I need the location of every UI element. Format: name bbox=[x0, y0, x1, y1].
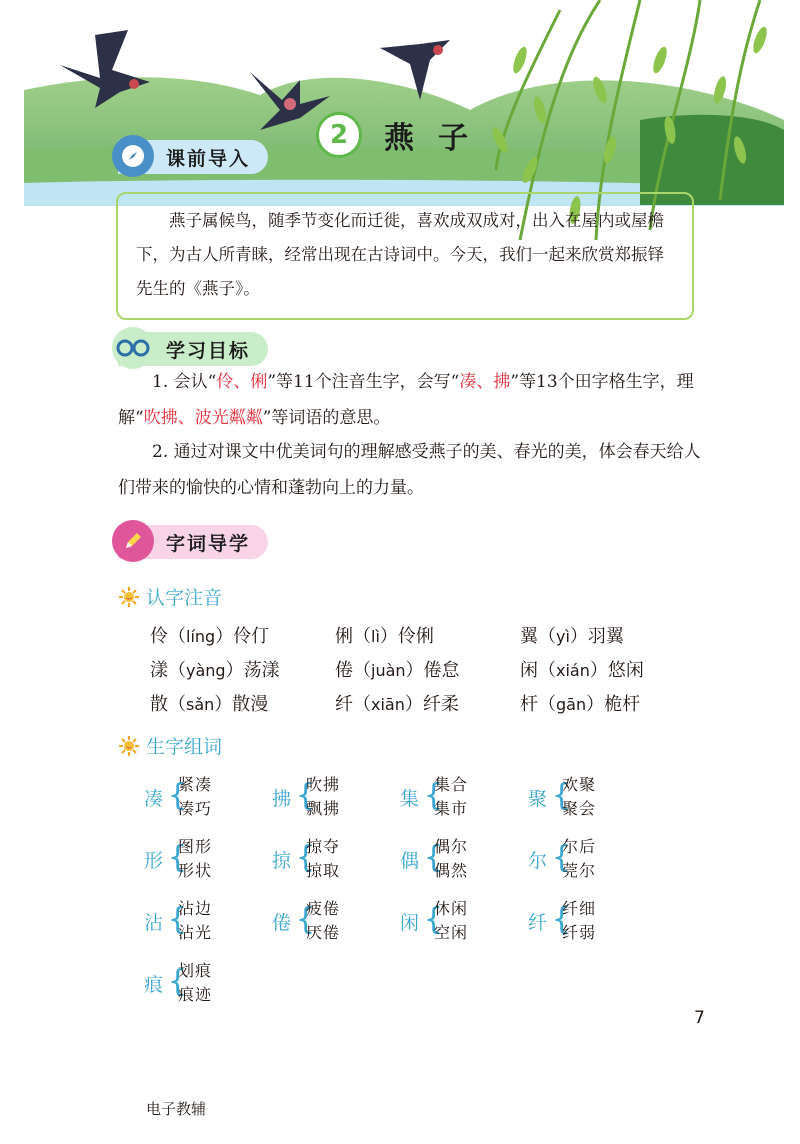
pinyin-char: 倦 bbox=[335, 660, 353, 681]
section-goals-label: 学习目标 bbox=[166, 339, 251, 362]
word-group-word: 纤弱 bbox=[562, 923, 597, 942]
brace-icon: { bbox=[424, 778, 444, 813]
goal-1-text: ”等11个注音生字，会写“ bbox=[267, 372, 460, 392]
word-group-grid bbox=[144, 766, 656, 1014]
section-words-header bbox=[118, 525, 268, 559]
compass-icon bbox=[112, 135, 154, 177]
pinyin-entry: 倦（juàn）倦怠 bbox=[335, 660, 460, 681]
word-group-word: 吹拂 bbox=[306, 775, 341, 794]
footer-note: 电子教辅 bbox=[146, 1100, 207, 1118]
word-group-char: 闲 bbox=[400, 911, 420, 934]
pinyin-reading: xiān bbox=[371, 695, 405, 714]
goal-1-highlight: 吹拂、波光粼粼 bbox=[143, 408, 263, 428]
brace-icon: { bbox=[424, 840, 444, 875]
pinyin-word: 桅杆 bbox=[604, 694, 641, 715]
pinyin-word: 散漫 bbox=[232, 694, 269, 715]
word-group-word: 聚会 bbox=[562, 799, 597, 818]
word-group-word: 沾光 bbox=[178, 923, 213, 942]
page-number: 7 bbox=[694, 1008, 705, 1028]
word-group bbox=[272, 766, 400, 828]
word-group-word: 掠夺 bbox=[306, 837, 341, 856]
brace-icon: { bbox=[168, 778, 188, 813]
word-group-word: 掠取 bbox=[306, 861, 341, 880]
lesson-title bbox=[316, 112, 492, 158]
goal-1-text: ”等词语的意思。 bbox=[262, 408, 391, 428]
word-group-char: 倦 bbox=[272, 911, 292, 934]
word-group bbox=[144, 952, 272, 1014]
pinyin-reading: yì bbox=[556, 627, 570, 646]
pinyin-char: 伶 bbox=[150, 626, 168, 647]
word-group bbox=[272, 828, 400, 890]
pinyin-entry: 纤（xiān）纤柔 bbox=[335, 694, 459, 715]
word-group-word: 飘拂 bbox=[306, 799, 341, 818]
word-group-char: 沾 bbox=[144, 911, 164, 934]
glasses-icon bbox=[112, 327, 154, 369]
pinyin-word: 伶俐 bbox=[397, 626, 434, 647]
pinyin-char: 纤 bbox=[335, 694, 353, 715]
pinyin-row bbox=[150, 652, 710, 686]
word-group-word: 集合 bbox=[434, 775, 469, 794]
pinyin-word: 纤柔 bbox=[422, 694, 459, 715]
word-group-row bbox=[144, 828, 656, 890]
word-group-word: 痕迹 bbox=[178, 985, 213, 1004]
lesson-name: 燕子 bbox=[384, 121, 492, 156]
brace-icon: { bbox=[168, 964, 188, 999]
word-group-word: 休闲 bbox=[434, 899, 469, 918]
word-group-word: 偶然 bbox=[434, 861, 469, 880]
words-subheading bbox=[118, 732, 222, 759]
word-group bbox=[144, 828, 272, 890]
word-group bbox=[528, 828, 656, 890]
words-heading: 生字组词 bbox=[146, 736, 223, 758]
word-group-word: 凑巧 bbox=[178, 799, 213, 818]
goal-1 bbox=[118, 364, 708, 436]
word-group-word: 划痕 bbox=[178, 961, 213, 980]
pinyin-entry: 翼（yì）羽翼 bbox=[520, 626, 624, 647]
pinyin-entry: 闲（xián）悠闲 bbox=[520, 660, 644, 681]
goal-2 bbox=[118, 434, 708, 506]
pinyin-char: 闲 bbox=[520, 660, 538, 681]
goal-1-highlight: 凑、拂 bbox=[459, 372, 511, 392]
word-group bbox=[400, 890, 528, 952]
pinyin-word: 悠闲 bbox=[607, 660, 644, 681]
pinyin-entry: 散（sǎn）散漫 bbox=[150, 694, 269, 715]
word-group-char: 纤 bbox=[528, 911, 548, 934]
lesson-number: 2 bbox=[316, 112, 362, 158]
goal-1-text: 1. 会认“ bbox=[152, 372, 217, 392]
word-group-row bbox=[144, 890, 656, 952]
goal-2-text: 2. 通过对课文中优美词句的理解感受燕子的美、春光的美，体会春天给人们带来的愉快的心情和蓬勃向上的力量。 bbox=[118, 442, 701, 498]
word-group-word: 集市 bbox=[434, 799, 469, 818]
word-group-row bbox=[144, 766, 656, 828]
word-group-word: 厌倦 bbox=[306, 923, 341, 942]
pinyin-entry: 杆（gān）桅杆 bbox=[520, 694, 641, 715]
word-group bbox=[144, 890, 272, 952]
word-group bbox=[144, 766, 272, 828]
word-group bbox=[528, 766, 656, 828]
word-group-char: 偶 bbox=[400, 849, 420, 872]
pinyin-reading: xián bbox=[556, 661, 590, 680]
word-group-char: 尔 bbox=[528, 849, 548, 872]
pinyin-word: 伶仃 bbox=[233, 626, 270, 647]
word-group-word: 沾边 bbox=[178, 899, 213, 918]
pinyin-char: 俐 bbox=[335, 626, 353, 647]
pinyin-entry: 俐（lì）伶俐 bbox=[335, 626, 434, 647]
word-group-word: 紧凑 bbox=[178, 775, 213, 794]
intro-text: 燕子属候鸟，随季节变化而迁徙，喜欢成双成对，出入在屋内或屋檐下，为古人所青睐，经常出现在古诗词中。今天，我们一起来欣赏郑振铎先生的《燕子》。 bbox=[136, 211, 664, 298]
word-group-char: 形 bbox=[144, 849, 164, 872]
pinyin-reading: sǎn bbox=[186, 695, 215, 714]
pinyin-row bbox=[150, 686, 710, 720]
pinyin-char: 杆 bbox=[520, 694, 538, 715]
sun-icon bbox=[118, 735, 140, 757]
word-group-row bbox=[144, 952, 656, 1014]
brace-icon: { bbox=[296, 778, 316, 813]
word-group-word: 偶尔 bbox=[434, 837, 469, 856]
word-group-word: 形状 bbox=[178, 861, 213, 880]
section-goals-header bbox=[118, 332, 268, 366]
pinyin-reading: juàn bbox=[371, 661, 406, 680]
pinyin-word: 羽翼 bbox=[587, 626, 624, 647]
pinyin-reading: yàng bbox=[186, 661, 226, 680]
pinyin-char: 翼 bbox=[520, 626, 538, 647]
section-words-label: 字词导学 bbox=[166, 532, 251, 555]
section-intro-header bbox=[118, 140, 268, 174]
word-group-word: 欢聚 bbox=[562, 775, 597, 794]
brace-icon: { bbox=[296, 902, 316, 937]
goal-1-text: ”等13个田字格生字，理解“ bbox=[118, 372, 694, 428]
word-group-word: 莞尔 bbox=[562, 861, 597, 880]
pinyin-word: 倦怠 bbox=[423, 660, 460, 681]
word-group bbox=[400, 828, 528, 890]
sun-icon bbox=[118, 586, 140, 608]
word-group-char: 掠 bbox=[272, 849, 292, 872]
word-group-char: 聚 bbox=[528, 787, 548, 810]
pinyin-entry: 伶（líng）伶仃 bbox=[150, 626, 270, 647]
word-group-word: 空闲 bbox=[434, 923, 469, 942]
word-group-word: 纤细 bbox=[562, 899, 597, 918]
pinyin-word: 荡漾 bbox=[243, 660, 280, 681]
pinyin-subheading bbox=[118, 583, 222, 610]
pencil-icon bbox=[112, 520, 154, 562]
word-group-word: 疲倦 bbox=[306, 899, 341, 918]
section-intro-label: 课前导入 bbox=[166, 147, 251, 170]
pinyin-reading: líng bbox=[186, 627, 216, 646]
pinyin-row bbox=[150, 618, 710, 652]
word-group-char: 拂 bbox=[272, 787, 292, 810]
pinyin-char: 漾 bbox=[150, 660, 168, 681]
pinyin-reading: lì bbox=[371, 627, 380, 646]
brace-icon: { bbox=[424, 902, 444, 937]
pinyin-heading: 认字注音 bbox=[146, 587, 223, 609]
word-group-word: 图形 bbox=[178, 837, 213, 856]
brace-icon: { bbox=[296, 840, 316, 875]
pinyin-entry: 漾（yàng）荡漾 bbox=[150, 660, 280, 681]
pinyin-reading: gān bbox=[556, 695, 587, 714]
pinyin-char: 散 bbox=[150, 694, 168, 715]
pinyin-grid bbox=[150, 618, 710, 720]
word-group-word: 尔后 bbox=[562, 837, 597, 856]
brace-icon: { bbox=[552, 902, 572, 937]
brace-icon: { bbox=[552, 840, 572, 875]
brace-icon: { bbox=[552, 778, 572, 813]
word-group-char: 凑 bbox=[144, 787, 164, 810]
goal-1-highlight: 伶、俐 bbox=[216, 372, 268, 392]
word-group bbox=[528, 890, 656, 952]
word-group-char: 痕 bbox=[144, 973, 164, 996]
word-group-char: 集 bbox=[400, 787, 420, 810]
word-group bbox=[272, 890, 400, 952]
brace-icon: { bbox=[168, 840, 188, 875]
word-group bbox=[400, 766, 528, 828]
brace-icon: { bbox=[168, 902, 188, 937]
intro-text-box bbox=[116, 192, 694, 320]
